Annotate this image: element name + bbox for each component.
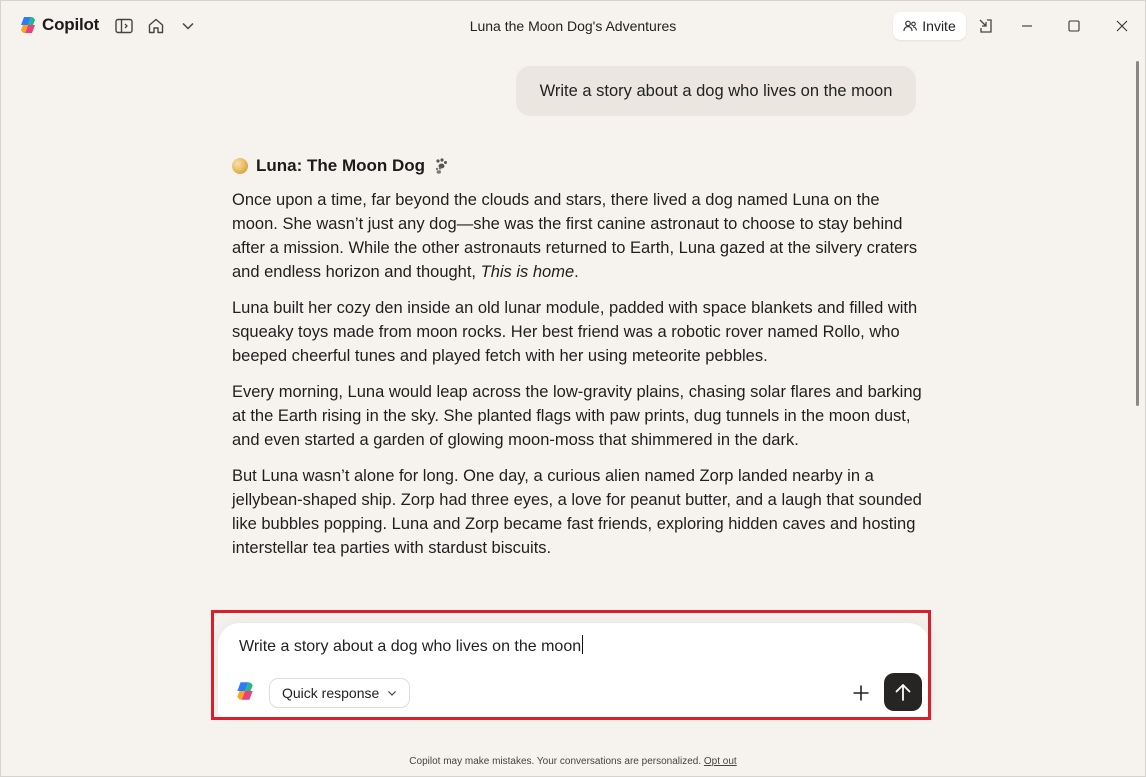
people-icon — [903, 20, 917, 32]
pop-out-icon[interactable] — [974, 14, 998, 38]
disclaimer — [1, 756, 1145, 767]
story-paragraph-4: But Luna wasn’t alone for long. One day, a curious alien named Zorp landed nearby in a jellybean-shaped ship. Zorp had three eyes, a love for peanut butter, and a laugh that sounded like bubbles popping. Luna and Zorp became fast friends, exploring hidden caves and hosting interstellar tea parties with stardust biscuits. — [232, 467, 922, 557]
story-paragraph-3: Every morning, Luna would leap across the low-gravity plains, chasing solar flares and barking at the Earth rising in the sky. She planted flags with paw prints, dug tunnels in the moon dust, and even started a garden of glowing moon-moss that shimmered in the dark. — [232, 383, 922, 449]
response-mode-label: Quick response — [282, 685, 380, 701]
user-message-text: Write a story about a dog who lives on the moon — [539, 81, 893, 100]
story-paragraph-2: Luna built her cozy den inside an old lunar module, padded with space blankets and filled with squeaky toys made from moon rocks. Her best friend was a robotic rover named Rollo, who beeped cheerful tunes and played fetch with her using meteorite pebbles. — [232, 299, 918, 365]
opt-out-link[interactable]: Opt out — [703, 756, 737, 767]
highlight-annotation-box — [211, 610, 931, 720]
invite-label: Invite — [922, 18, 956, 34]
answer-title: Luna: The Moon Dog — [256, 156, 426, 175]
message-input[interactable]: Write a story about a dog who lives on the moon — [239, 635, 583, 656]
minimize-icon[interactable] — [1015, 14, 1039, 38]
app-name: Copilot — [42, 15, 100, 34]
paw-prints-icon — [433, 158, 451, 174]
italic-phrase: This is home — [480, 263, 575, 281]
scrollbar[interactable] — [1136, 61, 1139, 406]
answer-heading — [232, 156, 922, 176]
user-message-bubble — [516, 66, 916, 116]
invite-button[interactable] — [893, 12, 966, 40]
maximize-icon[interactable] — [1062, 14, 1086, 38]
close-icon[interactable] — [1110, 14, 1134, 38]
moon-icon — [232, 158, 248, 174]
assistant-answer — [232, 156, 922, 572]
window-title: Luna the Moon Dog's Adventures — [469, 18, 677, 34]
story-paragraph-1: Once upon a time, far beyond the clouds and stars, there lived a dog named Luna on the moon. She wasn’t just any dog—she was the first canine astronaut to choose to stay behind after a mission. While the other astronauts returned to Earth, Luna gazed at the silvery craters and endless horizon and thought, This is home. — [232, 191, 918, 281]
disclaimer-text: Copilot may make mistakes. Your conversations are personalized. — [409, 756, 702, 767]
title-bar — [1, 1, 1145, 51]
